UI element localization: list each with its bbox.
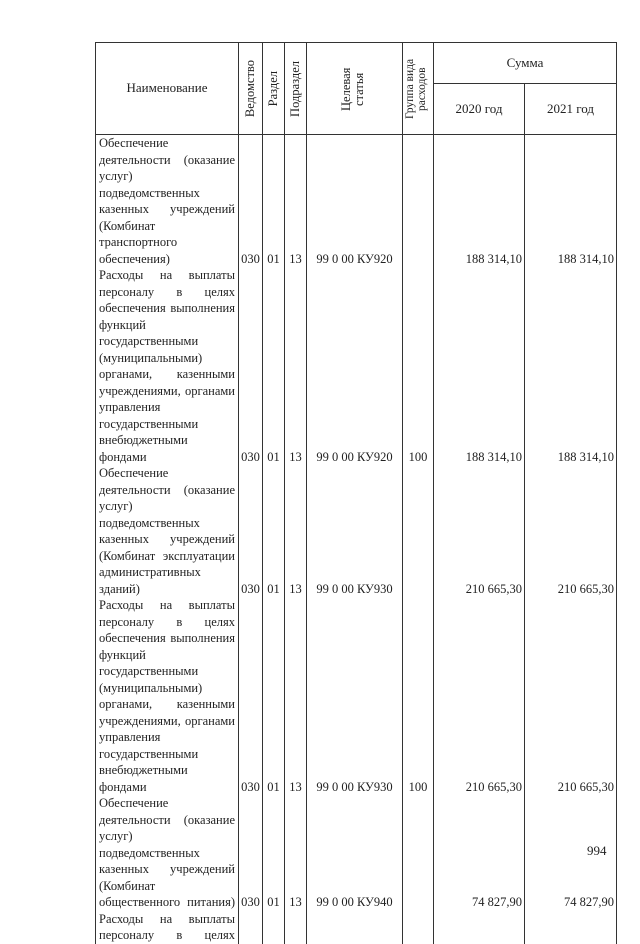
row-dept: 030 [239,135,263,268]
row-sum-2020 [434,911,525,944]
row-target: 99 0 00 КУ940 [307,795,403,911]
row-name: Расходы на выплаты персоналу в целях обеспечения выполнения функций государственными (муниципальными) органами, казенными учреждениями, органами управления государственными внебюджетными фондами [96,597,239,795]
row-target: 99 0 00 КУ920 [307,135,403,268]
row-exp-group [403,135,434,268]
header-name: Наименование [96,43,239,135]
row-name: Обеспечение деятельности (оказание услуг) подведомственных казенных учреждений (Комбинат общественного питания) [96,795,239,911]
header-subsection: Подраздел [285,43,307,135]
row-exp-group [403,465,434,597]
row-exp-group [403,795,434,911]
row-subsection: 13 [285,795,307,911]
row-exp-group: 100 [403,267,434,465]
budget-table [95,42,617,944]
row-subsection: 13 [285,267,307,465]
row-sum-2020: 210 665,30 [434,597,525,795]
row-name: Расходы на выплаты персоналу в целях обеспечения выполнения функций государственными (муниципальными) органами, казенными учреждениями, органами управления государственными внебюджетными фондами [96,267,239,465]
row-subsection: 13 [285,135,307,268]
table-row [96,465,617,597]
row-name: Обеспечение деятельности (оказание услуг) подведомственных казенных учреждений (Комбинат транспортного обеспечения) [96,135,239,268]
row-section: 01 [263,597,285,795]
row-dept: 030 [239,597,263,795]
row-subsection: 13 [285,465,307,597]
row-name: Расходы на выплаты персоналу в целях [96,911,239,944]
row-dept: 030 [239,267,263,465]
table-row [96,267,617,465]
page-number: 994 [587,843,607,858]
row-target: 99 0 00 КУ930 [307,597,403,795]
row-section: 01 [263,795,285,911]
row-exp-group [403,911,434,944]
row-sum-2021: 188 314,10 [525,267,617,465]
table-row [96,795,617,911]
row-target: 99 0 00 КУ920 [307,267,403,465]
row-exp-group: 100 [403,597,434,795]
row-section: 01 [263,135,285,268]
row-sum-2021: 188 314,10 [525,135,617,268]
row-dept: 030 [239,795,263,911]
row-section [263,911,285,944]
row-sum-2020: 74 827,90 [434,795,525,911]
row-sum-2021: 210 665,30 [525,597,617,795]
row-subsection: 13 [285,597,307,795]
table-row [96,597,617,795]
header-target: Целевая статья [307,43,403,135]
table-row [96,911,617,944]
header-sum: Сумма [434,43,617,84]
row-sum-2021 [525,911,617,944]
row-sum-2020: 210 665,30 [434,465,525,597]
row-sum-2020: 188 314,10 [434,267,525,465]
row-sum-2021: 74 827,90 [525,795,617,911]
row-subsection [285,911,307,944]
row-dept: 030 [239,465,263,597]
header-row-1 [96,43,617,84]
header-section: Раздел [263,43,285,135]
header-year-2020: 2020 год [434,84,525,135]
header-exp-group: Группа вида расходов [403,43,434,135]
header-year-2021: 2021 год [525,84,617,135]
row-section: 01 [263,267,285,465]
row-sum-2020: 188 314,10 [434,135,525,268]
row-sum-2021: 210 665,30 [525,465,617,597]
table-row [96,135,617,268]
row-target [307,911,403,944]
row-name: Обеспечение деятельности (оказание услуг) подведомственных казенных учреждений (Комбинат эксплуатации административных зданий) [96,465,239,597]
header-dept: Ведомство [239,43,263,135]
row-target: 99 0 00 КУ930 [307,465,403,597]
row-dept [239,911,263,944]
row-section: 01 [263,465,285,597]
